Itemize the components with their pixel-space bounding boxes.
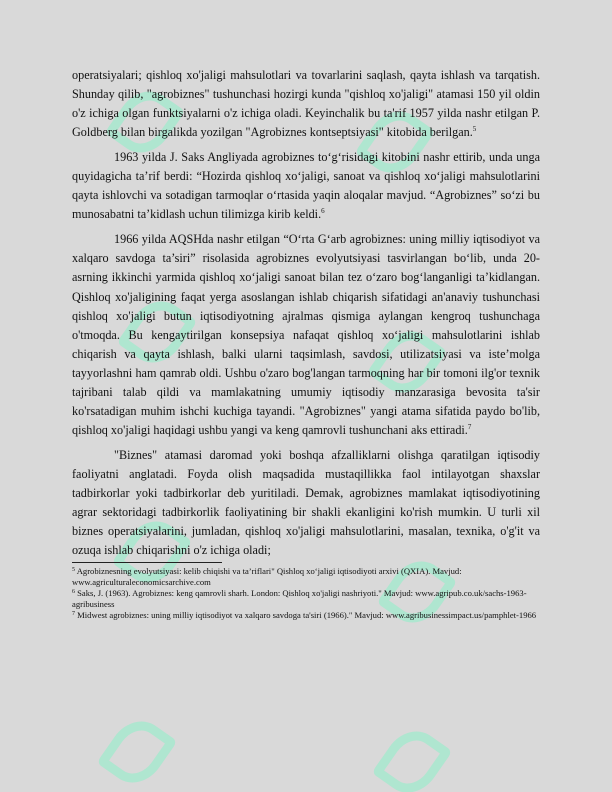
footnote-number: 6 [72,589,75,596]
body-paragraph-2 [72,148,540,224]
footnote-ref[interactable]: 7 [467,422,472,431]
paragraph-text: operatsiyalari; qishloq xo'jaligi mahsulotlari va tovarlarini saqlash, qayta ishlash va tarqatish. Shunday qilib, "agrobiznes" tushunchasi hozirgi kunda "qishloq xo'jaligi" atamasi 150 yil oldin o'z ichiga olgan funktsiyalarni o'z ichiga oladi. Keyinchalik bu ta'rif 1957 yilda nashr etilgan P. Goldberg bilan birgalikda yozilgan "Agrobiznes kontseptsiyasi" kitobida berilgan. [72,68,540,140]
footnote-6 [72,588,540,610]
paragraph-text: 1966 yilda AQSHda nashr etilgan “O‘rta G‘arb agrobiznes: uning milliy iqtisodiyot va xalqaro savdoga ta’siri” risolasida agrobiznes evolyutsiyasi tasvirlangan bo‘lib, unda 20-asrning ikkinchi yarmida qishloq xo‘jaligi sanoat bilan tez o‘zaro bog‘langanligi ta’kidlangan. Qishloq xo'jaligining faqat yerga asoslangan ishlab chiqarish sifatidagi an'anaviy tushunchasi qishloq xo'jaligi butun iqtisodiyotning ajralmas qismiga aylangan kengroq tushunchaga o'tmoqda. Bu kengaytirilgan konsepsiya nafaqat qishloq xo‘jaligi mahsulotlarini ishlab chiqarish va qayta ishlash, balki ularni taqsimlash, savdosi, utilizatsiyasi va iste’molga tayyorlashni ham qamrab oldi. Ushbu o'zaro bog'langan tarmoqning har bir tomoni ilg'or texnik tajribani talab qildi va mamlakatning umumiy iqtisodiy manzarasiga bevosita ta'sir ko'rsatadigan muhim ishchi kuchiga tayandi. "Agrobiznes" yangi atama sifatida paydo bo'lib, qishloq xo'jaligi haqidagi ushbu yangi va keng qamrovli tushunchani aks ettiradi. [72,232,540,437]
body-paragraph-1 [72,66,540,142]
body-paragraph-3 [72,230,540,440]
paragraph-text: 1963 yilda J. Saks Angliyada agrobiznes to‘g‘risidagi kitobini nashr ettirib, unda unga quyidagicha ta’rif berdi: “Hozirda qishloq xo‘jaligi, sanoat va qishloq xo‘jaligi mahsulotlarini qayta ishlovchi va sotadigan tarmoqlar o‘rtasida yaqin aloqalar mavjud. “Agrobiznes” so‘zi bu munosabatni ta’kidlash uchun tilimizga kirib keldi. [72,150,540,222]
footnote-text: Saks, J. (1963). Agrobiznes: keng qamrovli sharh. London: Qishloq xo'jaligi nashriyoti." Mavjud: www.agripub.co.uk/sachs-1963-agribusiness [72,588,527,610]
paragraph-text: "Biznes" atamasi daromad yoki boshqa afzalliklarni olishga qaratilgan iqtisodiy faoliyatni anglatadi. Foyda olish maqsadida mustaqillikka faol intilayotgan shaxslar tadbirkorlar yoki tadbirkorlar deb yuritiladi. Demak, agrobiznes mamlakat iqtisodiyotining agrar sektoridagi tadbirkorlik faoliyatining bir shakli ekanligini ko'rish mumkin. U turli xil biznes operatsiyalarini, jumladan, qishloq xo'jaligi mahsulotlarini, masalan, texnika, o'g'it va ozuqa ishlab chiqarishni o'z ichiga oladi; [72,447,540,558]
footnote-text: Midwest agrobiznes: uning milliy iqtisodiyot va xalqaro savdoga ta'siri (1966)." Mavjud: www.agribusinessimpact.us/pamphlet-1966 [77,610,537,621]
watermark-logo-icon [372,720,453,792]
footnote-ref[interactable]: 5 [472,125,477,134]
footnote-number: 7 [72,611,75,618]
footnote-number: 5 [72,567,75,574]
footnote-7 [72,610,540,621]
footnote-5 [72,566,540,588]
watermark-logo-icon [97,710,178,792]
body-paragraph-4 [72,446,540,560]
footnote-text: Agrobiznesning evolyutsiyasi: kelib chiqishi va ta’riflari" Qishloq xo‘jaligi iqtisodiyoti arxivi (QXIA). Mavjud: www.agriculturaleconomicsarchive.com [72,566,462,588]
footnote-ref[interactable]: 6 [321,207,325,216]
footnote-divider [72,562,222,563]
document-page [72,66,540,621]
